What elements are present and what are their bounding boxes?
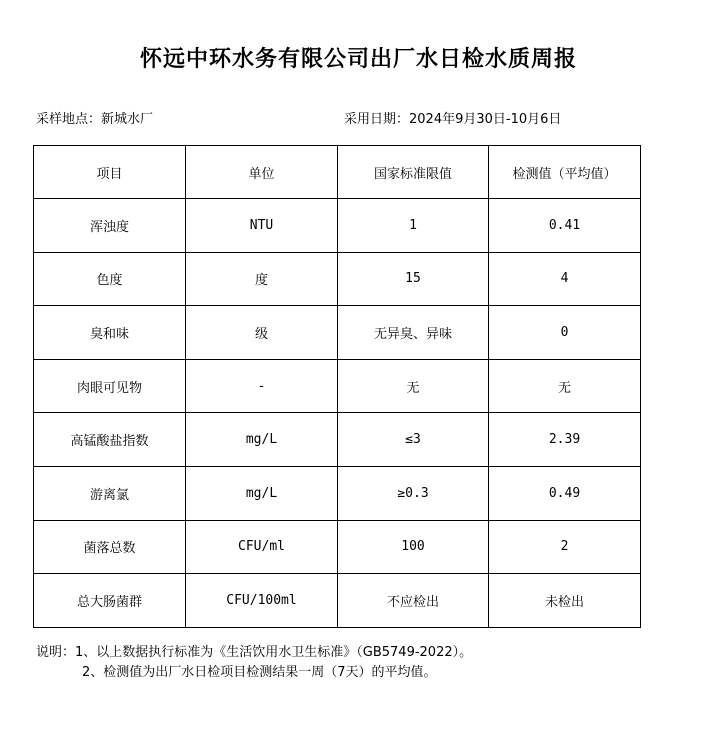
cell-item: 菌落总数	[34, 520, 186, 574]
cell-limit: 不应检出	[338, 574, 489, 628]
cell-limit: 1	[338, 199, 489, 253]
table-row	[34, 306, 641, 360]
cell-unit: CFU/100ml	[186, 574, 338, 628]
header-unit: 单位	[186, 146, 338, 199]
header-item: 项目	[34, 146, 186, 199]
cell-value: 未检出	[489, 574, 641, 628]
cell-item: 高锰酸盐指数	[34, 413, 186, 467]
table-row	[34, 413, 641, 467]
note-line-1: 说明：1、以上数据执行标准为《生活饮用水卫生标准》（GB5749-2022）。	[36, 645, 473, 660]
cell-value: 4	[489, 252, 641, 306]
cell-limit: ≤3	[338, 413, 489, 467]
table-row	[34, 199, 641, 253]
note-line-2: 2、检测值为出厂水日检项目检测结果一周（7天）的平均值。	[82, 665, 437, 680]
cell-unit: 级	[186, 306, 338, 360]
cell-limit: 无	[338, 359, 489, 413]
cell-value: 2.39	[489, 413, 641, 467]
cell-item: 肉眼可见物	[34, 359, 186, 413]
cell-unit: 度	[186, 252, 338, 306]
table-header-row	[34, 146, 641, 199]
table-row	[34, 252, 641, 306]
cell-unit: CFU/ml	[186, 520, 338, 574]
cell-item: 臭和味	[34, 306, 186, 360]
cell-limit: 100	[338, 520, 489, 574]
cell-limit: 无异臭、异味	[338, 306, 489, 360]
cell-item: 游离氯	[34, 466, 186, 520]
cell-limit: ≥0.3	[338, 466, 489, 520]
cell-value: 无	[489, 359, 641, 413]
table-row	[34, 466, 641, 520]
notes	[36, 643, 472, 683]
header-limit: 国家标准限值	[338, 146, 489, 199]
sampling-location: 采样地点：新城水厂	[36, 112, 154, 127]
table-row	[34, 574, 641, 628]
cell-value: 2	[489, 520, 641, 574]
cell-unit: mg/L	[186, 466, 338, 520]
report-title: 怀远中环水务有限公司出厂水日检水质周报	[139, 47, 577, 72]
cell-item: 浑浊度	[34, 199, 186, 253]
table-row	[34, 359, 641, 413]
cell-unit: -	[186, 359, 338, 413]
water-quality-table	[33, 145, 641, 628]
cell-item: 总大肠菌群	[34, 574, 186, 628]
cell-item: 色度	[34, 252, 186, 306]
sampling-date: 采用日期：2024年9月30日-10月6日	[344, 112, 562, 127]
cell-value: 0	[489, 306, 641, 360]
cell-unit: NTU	[186, 199, 338, 253]
cell-unit: mg/L	[186, 413, 338, 467]
cell-limit: 15	[338, 252, 489, 306]
cell-value: 0.49	[489, 466, 641, 520]
table-row	[34, 520, 641, 574]
header-value: 检测值（平均值）	[489, 146, 641, 199]
cell-value: 0.41	[489, 199, 641, 253]
